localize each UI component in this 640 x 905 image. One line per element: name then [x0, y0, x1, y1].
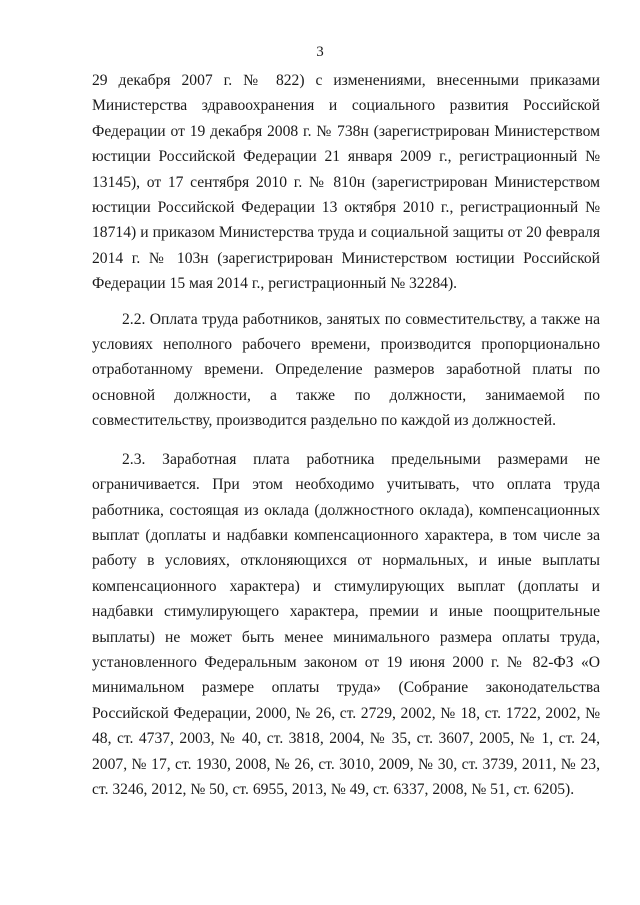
document-body	[92, 68, 600, 802]
page-number: 3	[316, 44, 324, 60]
paragraph-2-3: 2.3. Заработная плата работника предельными размерами не ограничивается. При этом необходимо учитывать, что оплата труда работника, состоящая из оклада (должностного оклада), компенсационных выплат (доплаты и надбавки компенсационного характера, в том числе за работу в условиях, отклоняющихся от нормальных, и иные выплаты компенсационного характера) и стимулирующих выплат (доплаты и надбавки стимулирующего характера, премии и иные поощрительные выплаты) не может быть менее минимального размера оплаты труда, установленного Федеральным законом от 19 июня 2000 г. № 82-ФЗ «О минимальном размере оплаты труда» (Собрание законодательства Российской Федерации, 2000, № 26, ст. 2729, 2002, № 18, ст. 1722, 2002, № 48, ст. 4737, 2003, № 40, ст. 3818, 2004, № 35, ст. 3607, 2005, № 1, ст. 24, 2007, № 17, ст. 1930, 2008, № 26, ст. 3010, 2009, № 30, ст. 3739, 2011, № 23, ст. 3246, 2012, № 50, ст. 6955, 2013, № 49, ст. 6337, 2008, № 51, ст. 6205).	[92, 450, 600, 798]
paragraph-intro: 29 декабря 2007 г. № 822) с изменениями, внесенными приказами Министерства здравоохранения и социального развития Российской Федерации от 19 декабря 2008 г. № 738н (зарегистрирован Министерством юстиции Российской Федерации 21 января 2009 г., регистрационный № 13145), от 17 сентября 2010 г. № 810н (зарегистрирован Министерством юстиции Российской Федерации 13 октября 2010 г., регистрационный № 18714) и приказом Министерства труда и социальной защиты от 20 февраля 2014 г. № 103н (зарегистрирован Министерством юстиции Российской Федерации 15 мая 2014 г., регистрационный № 32284).	[92, 72, 600, 293]
paragraph-2-2: 2.2. Оплата труда работников, занятых по совместительству, а также на условиях неполного рабочего времени, производится пропорционально отработанному времени. Определение размеров заработной платы по основной должности, а также по должности, занимаемой по совместительству, производится раздельно по каждой из должностей.	[92, 310, 600, 430]
